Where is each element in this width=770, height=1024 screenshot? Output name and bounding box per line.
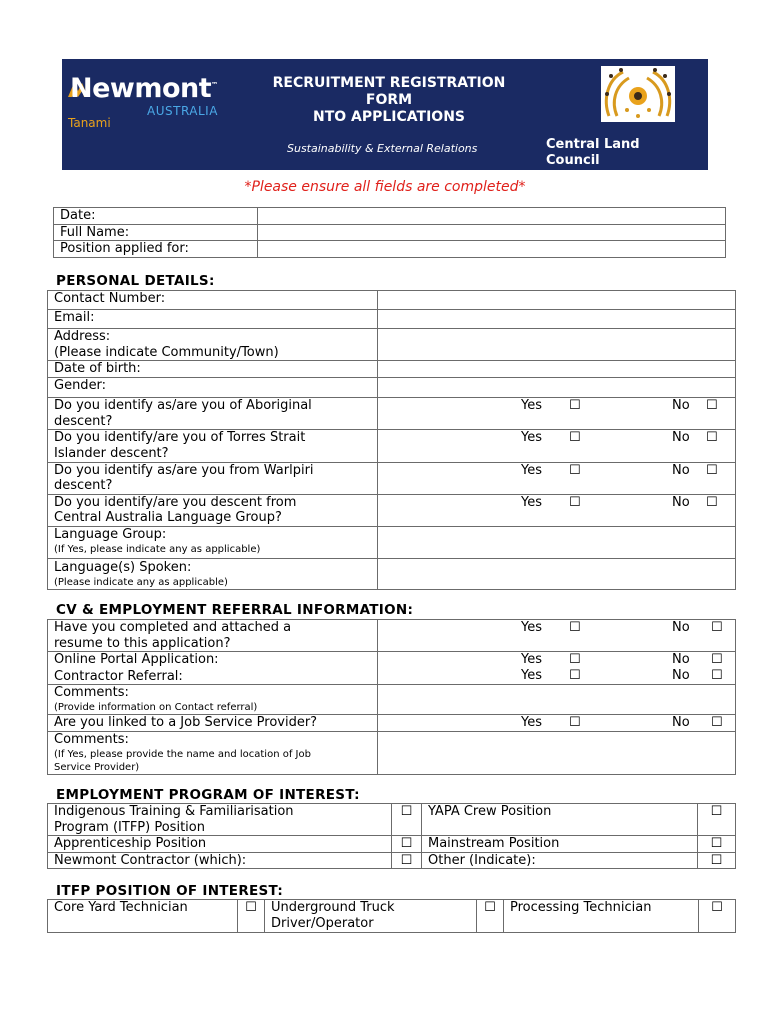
portal-contractor-answers	[378, 652, 736, 685]
question-line: Do you identify as/are you from Warlpiri	[54, 462, 314, 478]
mainstream-option: Mainstream Position	[422, 836, 698, 853]
yes-label: Yes	[521, 620, 542, 635]
contact-number-field[interactable]	[378, 291, 736, 310]
newmont-contractor-checkbox-cell	[392, 852, 422, 869]
address-note: (Please indicate Community/Town)	[54, 344, 279, 360]
central-land-council-logo-icon	[601, 66, 675, 122]
itfp-position-heading: ITFP POSITION OF INTEREST:	[56, 883, 284, 899]
dob-field[interactable]	[378, 361, 736, 378]
form-subtitle: Sustainability & External Relations	[287, 142, 478, 155]
program-table	[47, 803, 736, 869]
question-line: Islander descent?	[54, 445, 169, 461]
torres-strait-question	[48, 430, 378, 462]
no-label: No	[672, 398, 690, 414]
no-checkbox[interactable]: ☐	[706, 398, 718, 414]
full-name-field[interactable]	[258, 224, 726, 241]
yes-label: Yes	[521, 494, 542, 510]
comments1-label-cell	[48, 685, 378, 715]
no-checkbox[interactable]: ☐	[711, 714, 723, 730]
no-label: No	[672, 462, 690, 478]
email-field[interactable]	[378, 310, 736, 329]
portal-contractor-labels	[48, 652, 378, 685]
job-service-question: Are you linked to a Job Service Provider?	[48, 714, 378, 731]
position-field[interactable]	[258, 241, 726, 258]
resume-answer	[378, 620, 736, 652]
languages-spoken-field[interactable]	[378, 558, 736, 589]
itfp-checkbox[interactable]: ☐	[400, 804, 413, 819]
personal-details-table	[47, 290, 736, 590]
mainstream-checkbox-cell	[698, 836, 736, 853]
yes-label: Yes	[521, 430, 542, 446]
yes-checkbox[interactable]: ☐	[569, 398, 581, 414]
partner-name-line: Council	[546, 153, 600, 168]
no-label: No	[672, 620, 690, 635]
gender-label: Gender:	[48, 378, 378, 398]
basic-details-table	[53, 207, 726, 258]
comments1-field[interactable]	[378, 685, 736, 715]
yes-checkbox[interactable]: ☐	[569, 620, 581, 635]
option-line: Driver/Operator	[271, 915, 374, 931]
form-title-line: FORM	[365, 92, 413, 108]
cv-referral-heading: CV & EMPLOYMENT REFERRAL INFORMATION:	[56, 602, 414, 618]
address-label: Address:	[54, 329, 111, 344]
comments2-note-line: (If Yes, please provide the name and location of Job	[54, 748, 311, 760]
yes-checkbox[interactable]: ☐	[569, 714, 581, 730]
form-title-line: NTO APPLICATIONS	[312, 109, 465, 125]
apprenticeship-option: Apprenticeship Position	[48, 836, 392, 853]
warlpiri-question	[48, 462, 378, 494]
languages-spoken-label-cell	[48, 558, 378, 589]
truck-option	[265, 900, 477, 933]
question-line: Do you identify/are you descent from	[54, 494, 297, 510]
comments2-field[interactable]	[378, 731, 736, 774]
language-group-label-cell	[48, 526, 378, 558]
core-yard-option: Core Yard Technician	[48, 900, 238, 933]
form-title	[252, 75, 526, 126]
apprenticeship-checkbox[interactable]: ☐	[400, 836, 413, 852]
contractor-no-checkbox[interactable]: ☐	[711, 668, 723, 684]
contractor-yes-checkbox[interactable]: ☐	[569, 668, 581, 684]
yes-label: Yes	[521, 462, 542, 478]
position-label: Position applied for:	[54, 241, 258, 258]
comments2-note-line: Service Provider)	[54, 761, 140, 773]
header-banner	[62, 59, 708, 170]
other-checkbox[interactable]: ☐	[710, 852, 723, 868]
processing-checkbox[interactable]: ☐	[711, 900, 723, 915]
no-label: No	[672, 668, 690, 684]
truck-checkbox-cell	[477, 900, 504, 933]
yapa-checkbox[interactable]: ☐	[710, 804, 723, 819]
newmont-contractor-option: Newmont Contractor (which):	[48, 852, 392, 869]
truck-checkbox[interactable]: ☐	[484, 900, 496, 915]
mainstream-checkbox[interactable]: ☐	[710, 836, 723, 852]
apprenticeship-checkbox-cell	[392, 836, 422, 853]
question-line: Do you identify/are you of Torres Strait	[54, 430, 306, 446]
comments2-label-cell	[48, 731, 378, 774]
no-label: No	[672, 430, 690, 446]
yes-label: Yes	[521, 668, 542, 684]
question-line: descent?	[54, 478, 113, 494]
central-australia-answer	[378, 494, 736, 526]
option-line: Underground Truck	[271, 900, 395, 915]
languages-spoken-label: Language(s) Spoken:	[54, 559, 192, 575]
partner-name-line: Central Land	[546, 137, 640, 152]
question-line: descent?	[54, 413, 113, 429]
logo-tm: ™	[211, 81, 218, 89]
no-label: No	[672, 714, 690, 730]
online-portal-yes-checkbox[interactable]: ☐	[569, 652, 581, 668]
yapa-checkbox-cell	[698, 804, 736, 836]
question-line: Have you completed and attached a	[54, 620, 292, 635]
yes-label: Yes	[521, 398, 542, 414]
no-checkbox[interactable]: ☐	[711, 620, 723, 635]
address-label-cell	[48, 329, 378, 361]
itfp-checkbox-cell	[392, 804, 422, 836]
yes-label: Yes	[521, 652, 542, 668]
itfp-position-table	[47, 899, 736, 933]
other-option: Other (Indicate):	[422, 852, 698, 869]
job-service-answer	[378, 714, 736, 731]
question-line: resume to this application?	[54, 635, 231, 651]
other-checkbox-cell	[698, 852, 736, 869]
required-fields-notice: *Please ensure all fields are completed*	[244, 179, 526, 195]
torres-strait-answer	[378, 430, 736, 462]
question-line: Do you identify as/are you of Aboriginal	[54, 398, 312, 414]
aboriginal-answer	[378, 398, 736, 430]
contractor-referral-label: Contractor Referral:	[54, 668, 183, 684]
comments2-label: Comments:	[54, 731, 129, 747]
personal-details-heading: PERSONAL DETAILS:	[56, 273, 215, 289]
language-group-note: (If Yes, please indicate any as applicable)	[54, 543, 261, 555]
no-label: No	[672, 652, 690, 668]
option-line: Program (ITFP) Position	[54, 819, 205, 835]
central-australia-question	[48, 494, 378, 526]
resume-question	[48, 620, 378, 652]
newmont-logo	[70, 73, 218, 104]
aboriginal-question	[48, 398, 378, 430]
program-heading: EMPLOYMENT PROGRAM OF INTEREST:	[56, 787, 360, 803]
no-label: No	[672, 494, 690, 510]
dob-label: Date of birth:	[48, 361, 378, 378]
address-field[interactable]	[378, 329, 736, 361]
yes-checkbox[interactable]: ☐	[569, 494, 581, 510]
processing-option: Processing Technician	[504, 900, 699, 933]
core-yard-checkbox-cell	[238, 900, 265, 933]
warlpiri-answer	[378, 462, 736, 494]
contact-number-label: Contact Number:	[48, 291, 378, 310]
logo-country: AUSTRALIA	[147, 104, 218, 118]
online-portal-label: Online Portal Application:	[54, 652, 219, 668]
option-line: Indigenous Training & Familiarisation	[54, 804, 294, 819]
logo-site: Tanami	[68, 116, 111, 130]
processing-checkbox-cell	[699, 900, 736, 933]
comments1-note: (Provide information on Contact referral)	[54, 701, 258, 713]
no-checkbox[interactable]: ☐	[706, 462, 718, 478]
yes-checkbox[interactable]: ☐	[569, 462, 581, 478]
no-checkbox[interactable]: ☐	[706, 430, 718, 446]
date-field[interactable]	[258, 208, 726, 225]
online-portal-no-checkbox[interactable]: ☐	[711, 652, 723, 668]
core-yard-checkbox[interactable]: ☐	[245, 900, 257, 915]
yes-label: Yes	[521, 714, 542, 730]
yes-checkbox[interactable]: ☐	[569, 430, 581, 446]
language-group-field[interactable]	[378, 526, 736, 558]
newmont-contractor-checkbox[interactable]: ☐	[400, 852, 413, 868]
email-label: Email:	[48, 310, 378, 329]
comments1-label: Comments:	[54, 685, 129, 701]
languages-spoken-note: (Please indicate any as applicable)	[54, 576, 228, 588]
full-name-label: Full Name:	[54, 224, 258, 241]
gender-field[interactable]	[378, 378, 736, 398]
no-checkbox[interactable]: ☐	[706, 494, 718, 510]
form-title-line: RECRUITMENT REGISTRATION	[272, 75, 506, 91]
yapa-option: YAPA Crew Position	[422, 804, 698, 836]
cv-referral-table	[47, 619, 736, 775]
question-line: Central Australia Language Group?	[54, 510, 282, 526]
date-label: Date:	[54, 208, 258, 225]
language-group-label: Language Group:	[54, 526, 167, 542]
partner-name	[546, 137, 640, 169]
itfp-option	[48, 804, 392, 836]
logo-word: Newmont	[70, 73, 212, 104]
